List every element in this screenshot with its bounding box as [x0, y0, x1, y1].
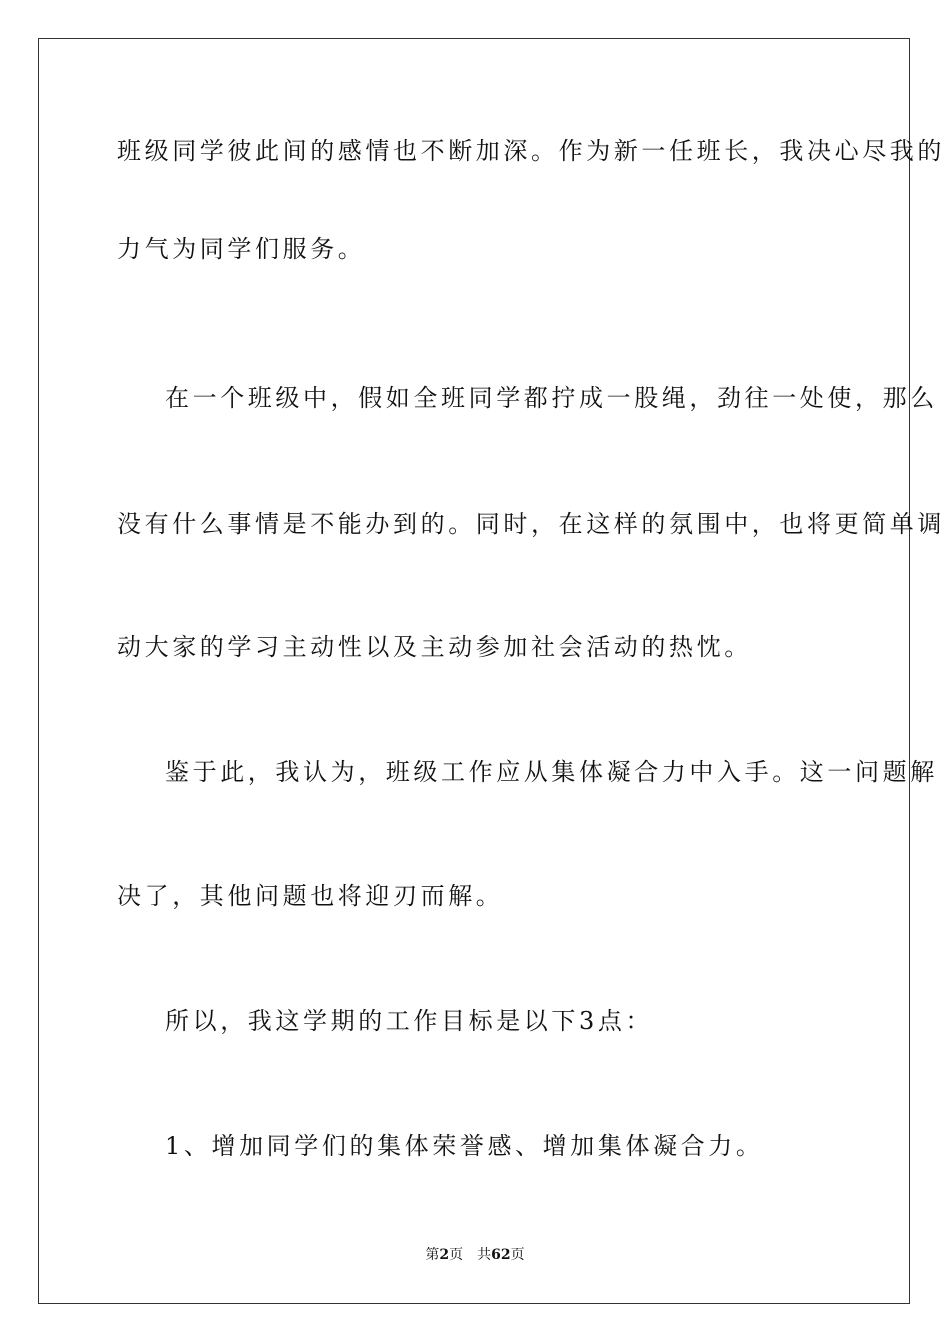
text-line-6: 鉴于此，我认为，班级工作应从集体凝合力中入手。这一问题解 — [165, 758, 938, 786]
page-prefix: 第 — [425, 1247, 440, 1263]
text-line-8: 所以，我这学期的工作目标是以下3点： — [165, 1007, 654, 1035]
text-line-4: 没有什么事情是不能办到的。同时，在这样的氛围中，也将更简单调 — [117, 510, 945, 538]
total-pages: 62 — [491, 1247, 511, 1263]
text-line-2: 力气为同学们服务。 — [117, 235, 366, 263]
text-line-7: 决了，其他问题也将迎刃而解。 — [117, 882, 504, 910]
page-suffix: 页 — [449, 1247, 464, 1263]
total-prefix: 共 — [477, 1247, 492, 1263]
text-line-9: 1、增加同学们的集体荣誉感、增加集体凝合力。 — [165, 1132, 764, 1160]
text-line-1: 班级同学彼此间的感情也不断加深。作为新一任班长，我决心尽我的 — [117, 137, 945, 165]
page-border — [38, 38, 910, 1304]
page-number: 2 — [439, 1247, 450, 1263]
text-line-5: 动大家的学习主动性以及主动参加社会活动的热忱。 — [117, 633, 752, 661]
text-line-3: 在一个班级中，假如全班同学都拧成一股绳，劲往一处使，那么 — [165, 384, 938, 412]
page-footer — [0, 1246, 950, 1264]
total-suffix: 页 — [510, 1247, 525, 1263]
